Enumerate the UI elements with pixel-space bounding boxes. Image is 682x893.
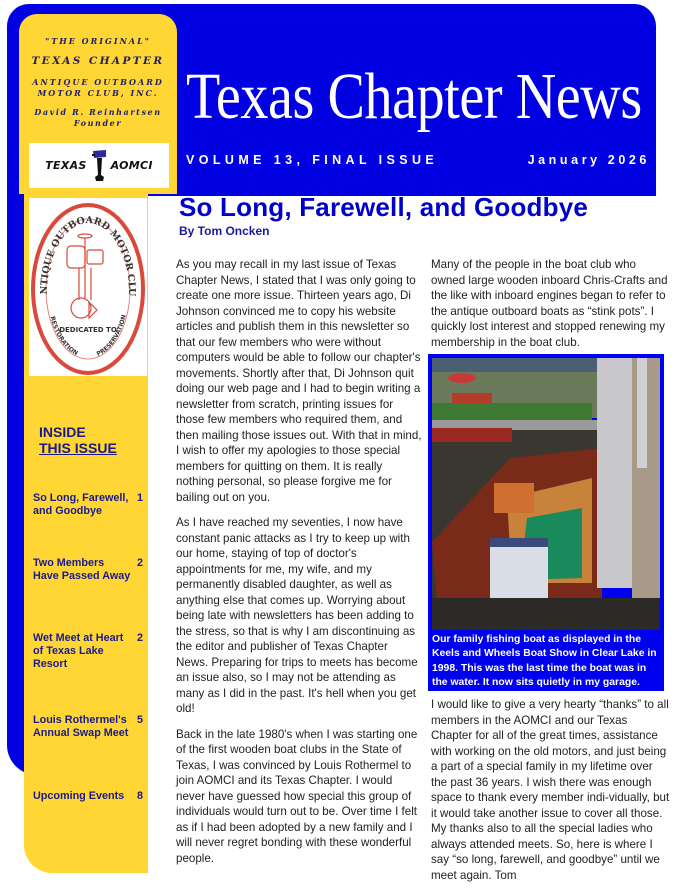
toc-item-page: 2 (136, 557, 143, 569)
toc-item-page: 1 (136, 492, 143, 504)
founder-name: David R. Reinhartsen (34, 107, 162, 117)
aomci-emblem (29, 198, 147, 376)
emblem-center-text: DEDICATED TO (59, 326, 117, 334)
toc-item-page: 8 (136, 790, 143, 802)
emblem-restoration: RESTORATION (48, 315, 79, 358)
article-column-3 (431, 697, 671, 893)
tagline-club (19, 77, 177, 99)
emblem-preservation: PRESERVATION (95, 314, 128, 358)
toc-item-title: Upcoming Events (33, 790, 125, 802)
toc-item-title: Wet Meet at Heart of Texas Lake Resort (33, 632, 124, 670)
tagline-original: "THE ORIGINAL" (45, 36, 151, 46)
texas-aomci-logo (29, 143, 169, 188)
toc-heading-line1: INSIDE (39, 424, 86, 440)
photo-caption: Our family fishing boat as displayed in the Keels and Wheels Boat Show in Clear Lake in 1998. This was the last time the boat was in the water. It now sits quietly in my garage. (428, 631, 664, 691)
toc-heading (39, 424, 117, 456)
toc-heading-line2: THIS ISSUE (39, 440, 117, 456)
toc-item[interactable] (33, 714, 145, 740)
article-paragraph: As I have reached my seventies, I now have constant panic attacks as I try to keep up with our home, staying of top of doctor's appointments for me, my wife, and my permanently disabled daughter, as well as anything else that comes up. Worrying about being late with newsletters has been adding to the stress, so that is why I am discontinuing as the editor and publisher of Texas Chapter News. Preparing for trips to meets has become an issue also, so I may not be attending as many as I did in the past. It's hell when you get old! (176, 516, 418, 715)
founder-block (19, 107, 177, 129)
logo-text-left: TEXAS (45, 159, 87, 172)
article-paragraph: I would like to give a very hearty “thanks” to all members in the AOMCI and our Texas Chapter for all of the great times, assistance with working on the old motors, and just being a part of a special family in my lifetime over the past 36 years. I wish there was enough space to thank every member indi-vidually, but it would take another issue to cover all those. My thanks also to all the special ladies who always attended meets. So, here is where I say “so long, farewell, and goodbye” until we meet again. Tom (431, 698, 670, 882)
toc-item[interactable] (33, 790, 145, 803)
boat-photo (432, 358, 660, 630)
toc-item-title: So Long, Farewell, and Goodbye (33, 492, 129, 517)
article-paragraph: Back in the late 1980's when I was starting one of the first wooden boat clubs in the State of Texas, I was convinced by Louis Rothermel to join AOMCI and its Texas Chapter. I would never have guessed how special this group of individuals would turn out to be. Over time I felt as if I had been adopted by a new family and I will never regret bonding with these wonderful people. (176, 727, 418, 865)
tagline-club-line1: ANTIQUE OUTBOARD (32, 77, 164, 87)
newsletter-title: Texas Chapter News (186, 60, 642, 133)
article-column-2 (431, 257, 671, 360)
outboard-motor-icon (91, 149, 107, 183)
toc-item[interactable] (33, 492, 145, 518)
article-headline: So Long, Farewell, and Goodbye (179, 192, 589, 222)
toc-item[interactable] (33, 632, 145, 671)
toc-item-title: Two Members Have Passed Away (33, 557, 131, 582)
chapter-masthead (19, 14, 177, 129)
toc-item[interactable] (33, 557, 145, 583)
article-paragraph: Many of the people in the boat club who owned large wooden inboard Chris-Crafts and the like with inboard engines began to refer to the antique outboard boats as “stink pots”. I quickly lost interest and stopped renewing my membership in the boat club. (431, 258, 668, 349)
logo-text-right: AOMCI (110, 159, 153, 172)
emblem-ring-text: NTIQUE OUTBOARD MOTOR CLU (38, 214, 138, 297)
tagline-chapter: TEXAS CHAPTER (31, 55, 165, 67)
toc-item-page: 2 (136, 632, 143, 644)
aomci-emblem-graphic (29, 198, 147, 376)
issue-date: January 2026 (527, 153, 650, 167)
article-byline: By Tom Oncken (179, 224, 270, 238)
toc-item-title: Louis Rothermel's Annual Swap Meet (33, 714, 129, 739)
founder-label: Founder (73, 118, 123, 128)
boat-photo-image (432, 358, 660, 630)
article-column-1 (176, 257, 422, 876)
toc-item-page: 5 (136, 714, 143, 726)
volume-label: VOLUME 13, FINAL ISSUE (186, 153, 439, 167)
tagline-club-line2: MOTOR CLUB, INC. (37, 88, 159, 98)
article-paragraph: As you may recall in my last issue of Texas Chapter News, I stated that I was only going to create one more issue. Thirteen years ago, Di Johnson convinced me to copy his website articles and publish them in this newsletter so that our few members who were without computers would be able to follow our chapter's movements. Shortly after that, Di Johnson quit doing our web page and I had to begin writing a newsletter from scratch, printing issues for those few members who required them, and then mailing those issues out. With that in mind, I wish to offer my apologies to those special members for quitting on them. It is really nothing personal, so please forgive me for bailing out on you. (176, 258, 422, 504)
